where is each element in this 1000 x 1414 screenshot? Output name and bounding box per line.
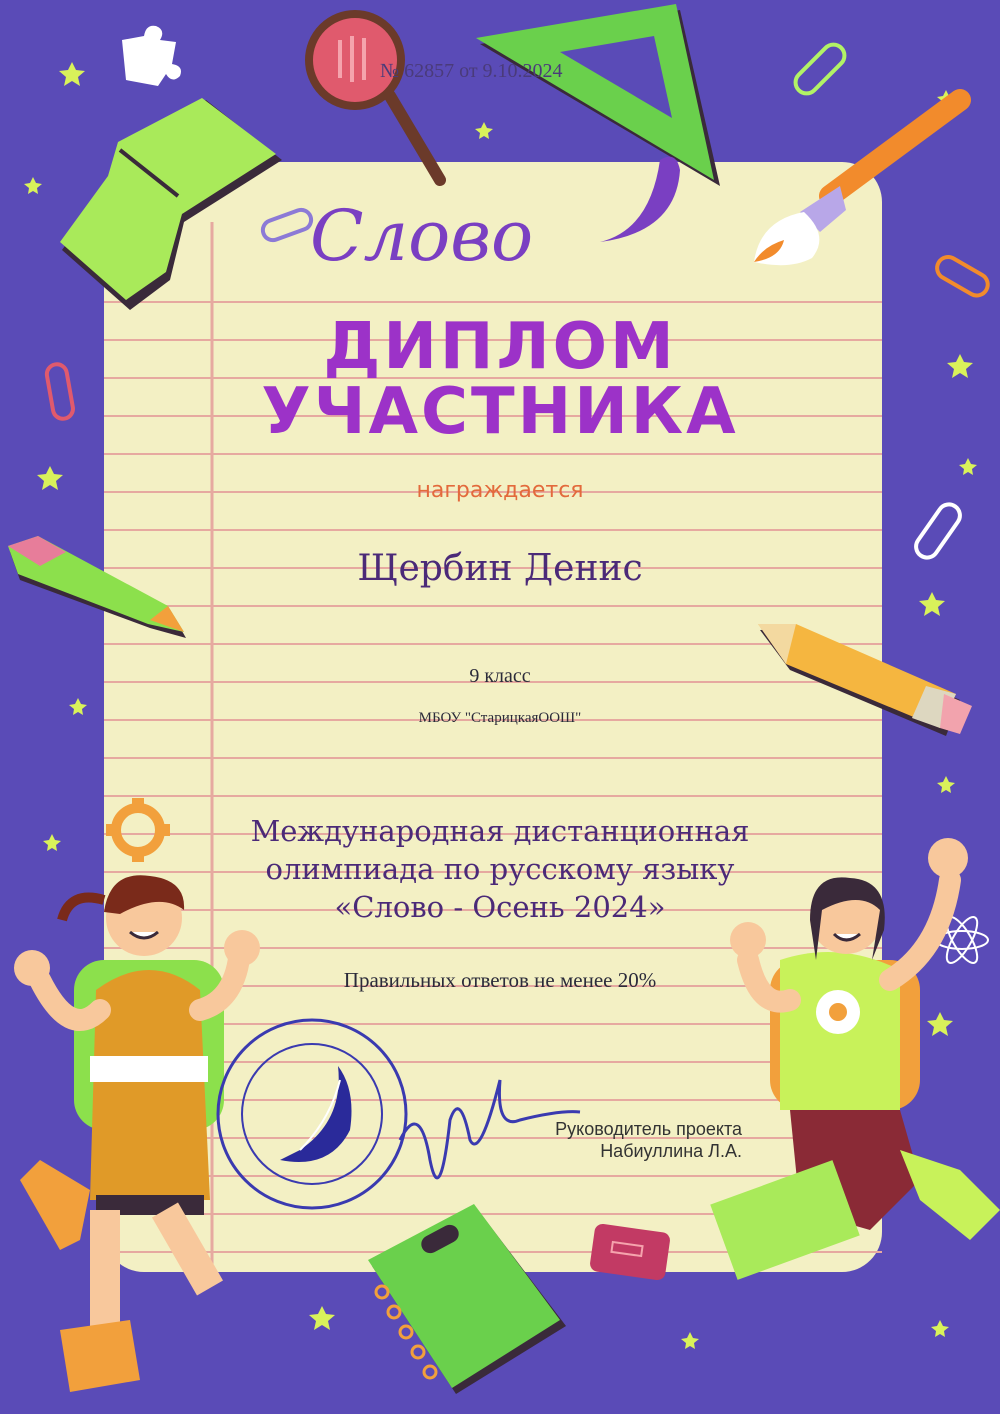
triangle-ruler-icon: [476, 4, 720, 186]
recipient-name: Щербин Денис: [357, 548, 643, 589]
signature-block: [480, 1118, 742, 1162]
school-name: МБОУ "СтарицкаяООШ": [418, 710, 582, 726]
magnifier-icon: [309, 14, 440, 180]
awarded-label: награждается: [416, 478, 584, 503]
slovo-logo: [300, 188, 580, 278]
puzzle-icon: [122, 26, 181, 86]
event-line-2: олимпиада по русскому языку: [265, 852, 735, 886]
logo-text: Слово: [310, 195, 534, 277]
result-text: Правильных ответов не менее 20%: [343, 968, 657, 992]
diploma-title-line1: ДИПЛОМ: [323, 310, 677, 384]
certificate-number: № 62857 от 9.10.2024: [380, 60, 563, 82]
signature-role: Руководитель проекта: [555, 1119, 742, 1139]
signature-name: Набиуллина Л.А.: [600, 1141, 742, 1161]
event-line-3: «Слово - Осень 2024»: [334, 890, 666, 924]
diploma-title-line2: УЧАСТНИКА: [261, 375, 739, 449]
event-line-1: Международная дистанционная: [250, 814, 750, 848]
grade: 9 класс: [469, 665, 531, 687]
event-title: [0, 812, 1000, 926]
